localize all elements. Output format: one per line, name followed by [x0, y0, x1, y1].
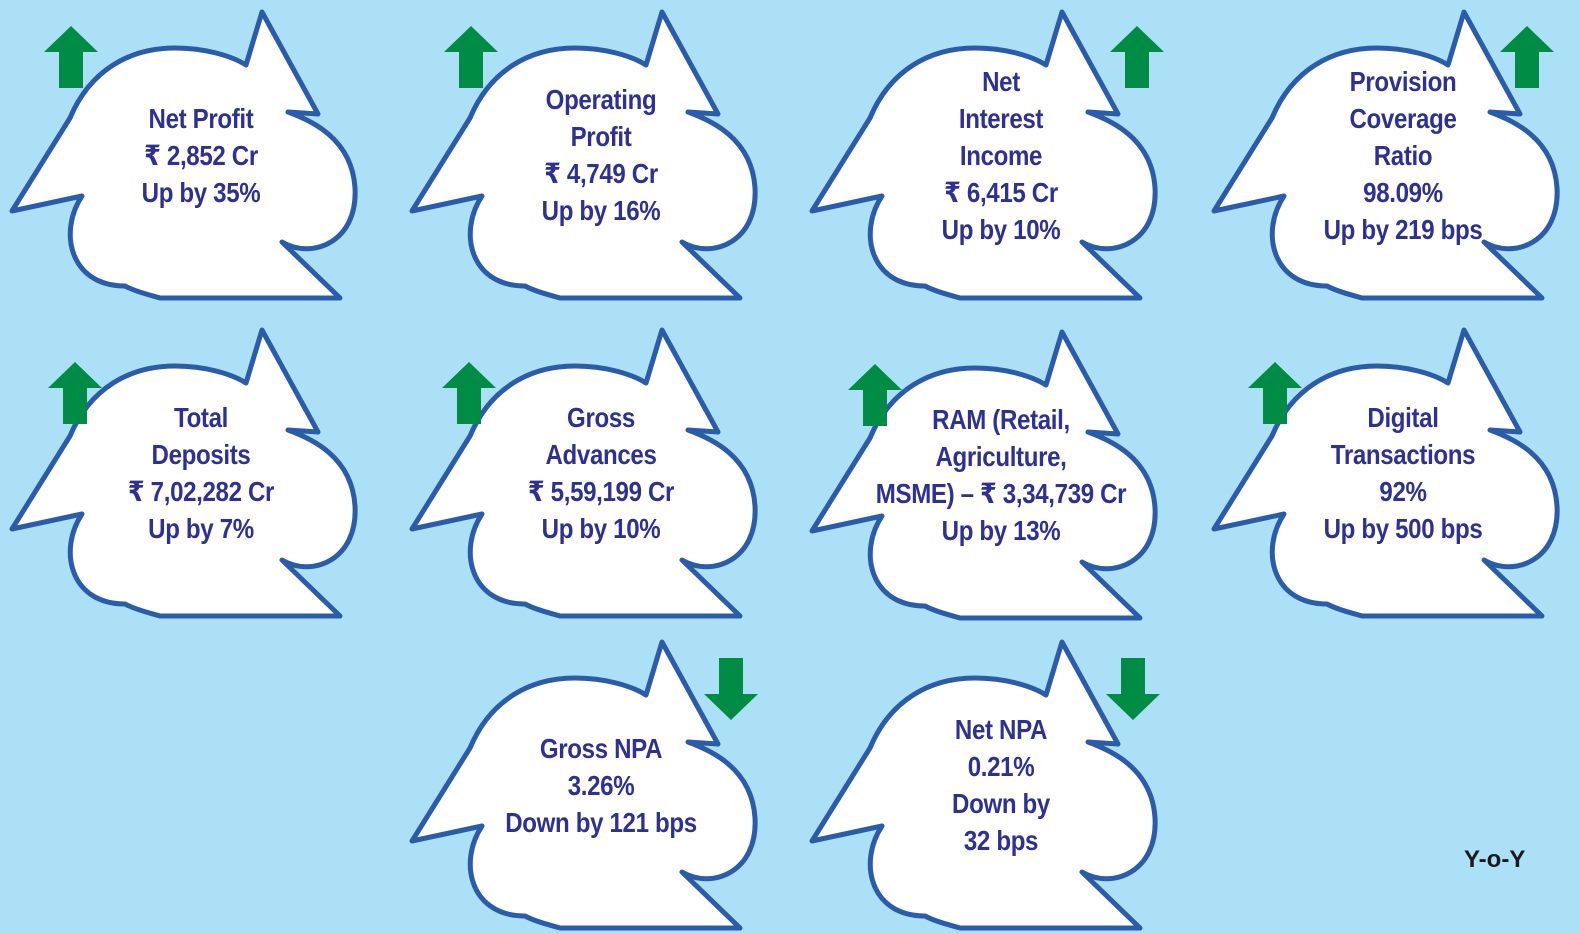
kpi-text — [1290, 40, 1515, 270]
kpi-value: 3.26% — [567, 769, 635, 801]
kpi-label: Agriculture, — [935, 441, 1067, 472]
kpi-label: Digital — [1367, 402, 1439, 433]
kpi-label: Profit — [570, 121, 632, 152]
kpi-text — [888, 670, 1113, 900]
kpi-change: Up by 13% — [941, 515, 1061, 546]
kpi-label: Income — [959, 139, 1043, 171]
kpi-label: Ratio — [1373, 139, 1433, 171]
kpi-change: Up by 10% — [541, 513, 661, 544]
kpi-label: Operating — [545, 84, 657, 115]
kpi-change: Up by 10% — [941, 213, 1061, 245]
kpi-value: ₹ 4,749 Cr — [544, 158, 658, 189]
kpi-value: 98.09% — [1363, 176, 1443, 208]
kpi-label: Advances — [545, 439, 657, 470]
down-arrow-icon — [1106, 658, 1160, 720]
kpi-label: Total — [173, 402, 229, 433]
kpi-label: Gross NPA — [539, 732, 663, 764]
kpi-card-gross-npa — [410, 640, 750, 930]
kpi-text — [88, 358, 313, 588]
kpi-card-net-interest-income — [810, 10, 1150, 300]
kpi-card-provision-coverage-ratio — [1212, 10, 1552, 300]
kpi-value: 0.21% — [967, 751, 1035, 782]
kpi-value: ₹ 2,852 Cr — [144, 139, 258, 171]
kpi-text — [88, 40, 313, 270]
kpi-label: Interest — [958, 102, 1044, 134]
kpi-change: Up by 219 bps — [1323, 213, 1483, 245]
kpi-change: Down by — [952, 788, 1050, 819]
kpi-change: Up by 500 bps — [1323, 513, 1483, 544]
kpi-label: Net NPA — [954, 714, 1048, 745]
kpi-text — [488, 358, 713, 588]
kpi-value: ₹ 6,415 Cr — [944, 176, 1058, 208]
kpi-label: Deposits — [151, 439, 251, 470]
kpi-card-net-profit — [10, 10, 350, 300]
kpi-text — [875, 360, 1127, 590]
kpi-text — [888, 40, 1113, 270]
up-arrow-icon — [1110, 26, 1164, 88]
kpi-change: Up by 16% — [541, 195, 661, 226]
kpi-card-total-deposits — [10, 328, 350, 618]
kpi-value: ₹ 7,02,282 Cr — [127, 476, 275, 507]
kpi-change: Down by 121 bps — [505, 806, 697, 838]
kpi-card-operating-profit — [410, 10, 750, 300]
kpi-text — [488, 670, 713, 900]
kpi-label: Coverage — [1349, 102, 1457, 134]
kpi-card-ram — [810, 330, 1150, 620]
kpi-card-gross-advances — [410, 328, 750, 618]
kpi-change: Up by 35% — [141, 176, 261, 208]
kpi-text — [1290, 358, 1515, 588]
kpi-label: Transactions — [1330, 439, 1476, 470]
kpi-label: Provision — [1349, 65, 1457, 97]
kpi-label: RAM (Retail, — [932, 404, 1070, 435]
kpi-card-digital-transactions — [1212, 328, 1552, 618]
kpi-value: ₹ 5,59,199 Cr — [527, 476, 675, 507]
kpi-change: 32 bps — [963, 825, 1039, 856]
kpi-label: Gross — [567, 402, 635, 433]
kpi-text — [488, 40, 713, 270]
kpi-value: MSME) – ₹ 3,34,739 Cr — [875, 478, 1127, 509]
yoy-label: Y-o-Y — [1464, 846, 1526, 873]
kpi-label: Net — [982, 65, 1020, 97]
kpi-change: Up by 7% — [148, 513, 254, 544]
kpi-value: 92% — [1379, 476, 1427, 507]
kpi-label: Net Profit — [148, 102, 254, 134]
kpi-card-net-npa — [810, 640, 1150, 930]
